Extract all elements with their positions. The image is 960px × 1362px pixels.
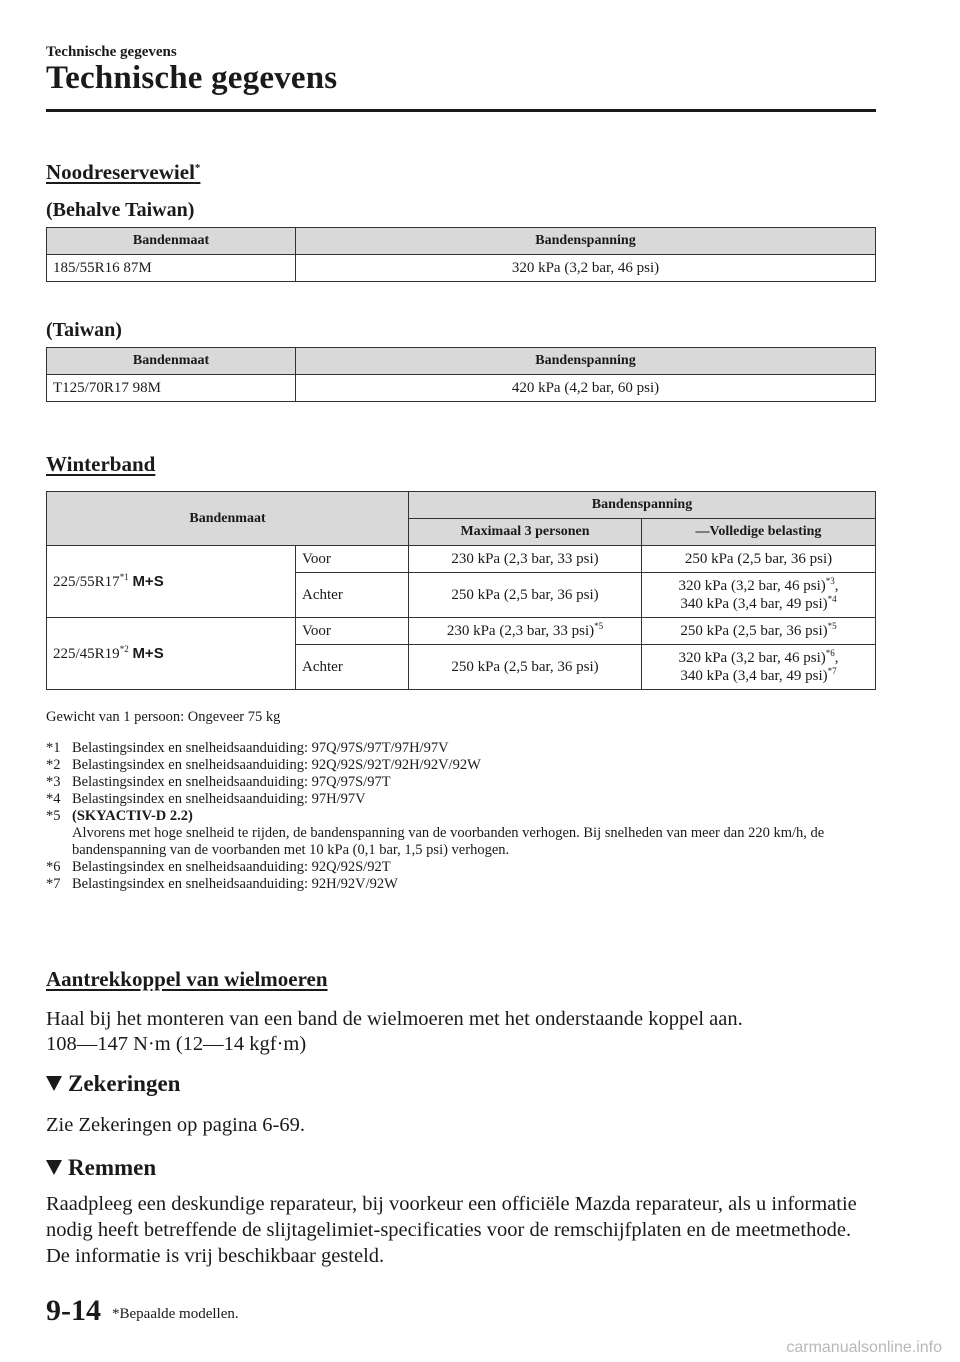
position-cell: Voor [296, 618, 409, 645]
header-rule [46, 109, 876, 112]
table-row [47, 255, 876, 282]
footnote-list [46, 740, 876, 893]
col-header-pressure: Bandenspanning [296, 228, 876, 255]
footnote: *3 Belastingsindex en snelheidsaanduiding: 97Q/97S/97T [46, 774, 391, 790]
torque-instruction: Haal bij het monteren van een band de wielmoeren met het onderstaande koppel aan. [46, 1008, 743, 1030]
col-header-size: Bandenmaat [47, 348, 296, 375]
pressure-cell: 230 kPa (2,3 bar, 33 psi)$^{*5}$ [409, 618, 642, 645]
footnote: *5 (SKYACTIV-D 2.2) Alvorens met hoge snelheid te rijden, de bandenspanning van de voorbanden verhogen. Bij snelheden van meer dan 220 km/h, de bandenspanning van de voorbanden met 10 kPa (0,1 bar, 1,5 psi) verhogen. [46, 808, 825, 858]
pressure-cell: 320 kPa (3,2 bar, 46 psi) [296, 255, 876, 282]
footnote: *6 Belastingsindex en snelheidsaanduiding: 92Q/92S/92T [46, 859, 391, 875]
col-header-pressure: Bandenspanning [409, 492, 876, 519]
pressure-cell: 250 kPa (2,5 bar, 36 psi) [642, 546, 876, 573]
brakes-text: Raadpleeg een deskundige reparateur, bij voorkeur een officiële Mazda reparateur, als u informatie nodig heeft betreffende de slijtagelimiet-specificaties voor de remschijfplaten en de meetmethode. De informatie is vrij beschikbaar gesteld. [46, 1193, 857, 1267]
chapter-title: Technische gegevens [46, 60, 338, 96]
except-taiwan-heading: (Behalve Taiwan) [46, 199, 195, 221]
col-header-full-load: —Volledige belasting [642, 519, 876, 546]
col-header-max3: Maximaal 3 personen [409, 519, 642, 546]
wheel-nut-torque-heading: Aantrekkoppel van wielmoeren [46, 967, 328, 991]
pressure-cell: 250 kPa (2,5 bar, 36 psi)$^{*5}$ [642, 618, 876, 645]
tire-size-cell: 185/55R16 87M [47, 255, 296, 282]
pressure-cell: 230 kPa (2,3 bar, 33 psi) [409, 546, 642, 573]
footnote: *1 Belastingsindex en snelheidsaanduiding: 97Q/97S/97T/97H/97V [46, 740, 449, 756]
pressure-cell: 250 kPa (2,5 bar, 36 psi) [409, 645, 642, 690]
page-number: 9-14 [46, 1294, 101, 1327]
col-header-pressure: Bandenspanning [296, 348, 876, 375]
col-header-size: Bandenmaat [47, 228, 296, 255]
winter-tire-heading: Winterband [46, 452, 156, 476]
footnote: *4 Belastingsindex en snelheidsaanduiding: 97H/97V [46, 791, 366, 807]
table-row [47, 375, 876, 402]
pressure-cell: 320 kPa (3,2 bar, 46 psi)$^{*6}$, 340 kPa (3,4 bar, 49 psi)$^{*7}$ [642, 645, 876, 690]
footnote: *2 Belastingsindex en snelheidsaanduiding: 92Q/92S/92T/92H/92V/92W [46, 757, 481, 773]
footer-note: *Bepaalde modellen. [112, 1306, 239, 1322]
fuses-text: Zie Zekeringen op pagina 6-69. [46, 1114, 306, 1136]
tire-size-cell: T125/70R17 98M [47, 375, 296, 402]
pressure-cell: 320 kPa (3,2 bar, 46 psi)$^{*3}$, 340 kPa (3,4 bar, 49 psi)$^{*4}$ [642, 573, 876, 618]
torque-value: 108—147 N·m (12—14 kgf·m) [46, 1033, 307, 1055]
triangle-bullet-icon [46, 1160, 62, 1175]
table-row [47, 618, 876, 645]
torque-text [46, 1007, 876, 1057]
position-cell: Achter [296, 645, 409, 690]
fuses-heading: Zekeringen [46, 1071, 180, 1097]
tire-size-cell: 225/45R19$^{*2}$ M+S [47, 618, 296, 690]
tire-size-cell: 225/55R17$^{*1}$ M+S [47, 546, 296, 618]
table-row [47, 546, 876, 573]
pressure-cell: 420 kPa (4,2 bar, 60 psi) [296, 375, 876, 402]
running-head: Technische gegevens [46, 44, 177, 60]
brakes-heading: Remmen [46, 1155, 156, 1181]
taiwan-heading: (Taiwan) [46, 319, 122, 341]
position-cell: Voor [296, 546, 409, 573]
weight-note: Gewicht van 1 persoon: Ongeveer 75 kg [46, 709, 281, 725]
triangle-bullet-icon [46, 1076, 62, 1091]
watermark: carmanualsonline.info [786, 1339, 942, 1356]
col-header-size: Bandenmaat [47, 492, 409, 546]
spare-wheel-heading: Noodreservewiel* [46, 160, 201, 184]
position-cell: Achter [296, 573, 409, 618]
spare-table-taiwan [46, 347, 876, 402]
winter-tire-table [46, 491, 876, 690]
footnote: *7 Belastingsindex en snelheidsaanduiding: 92H/92V/92W [46, 876, 398, 892]
spare-table-except-taiwan [46, 227, 876, 282]
pressure-cell: 250 kPa (2,5 bar, 36 psi) [409, 573, 642, 618]
